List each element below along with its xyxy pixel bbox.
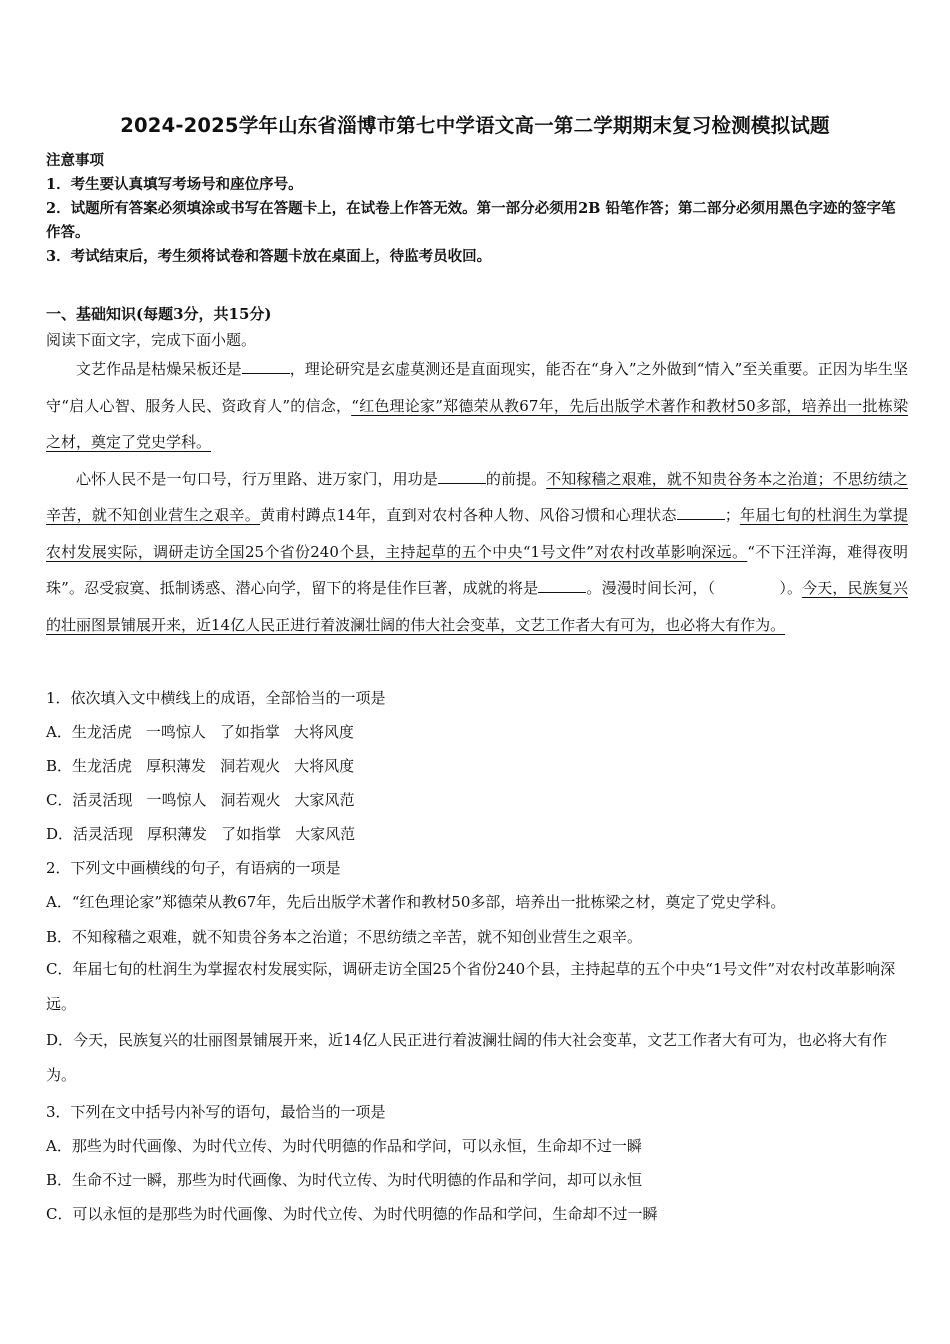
option-word: 厚积薄发: [146, 757, 207, 775]
option-label: A．: [46, 1137, 72, 1155]
notice-item-1: 1．考生要认真填写考场号和座位序号。: [46, 176, 303, 193]
fill-blank: [438, 469, 486, 484]
question-2-option-a: [46, 891, 785, 912]
option-word: 大家风范: [294, 791, 355, 809]
option-text: 生命不过一瞬，那些为时代画像、为时代立传、为时代明德的作品和学问，却可以永恒: [72, 1171, 643, 1189]
option-text: “红色理论家”郑德荣从教67年，先后出版学术著作和教材50多部，培养出一批栋梁之材，奠定了党史学科。: [71, 893, 786, 911]
notice-heading: 注意事项: [46, 152, 104, 169]
reading-passage: [46, 351, 908, 643]
option-label: A．: [46, 893, 72, 911]
option-label: C．: [46, 960, 73, 978]
option-label: C．: [46, 1205, 73, 1223]
section-instruction: 阅读下面文字，完成下面小题。: [46, 331, 257, 349]
question-3-stem: 3．下列在文中括号内补写的语句，最恰当的一项是: [46, 1103, 386, 1121]
notice-item-2: 2．试题所有答案必须填涂或书写在答题卡上，在试卷上作答无效。第一部分必须用2B 铅笔作答；第二部分必须用黑色字迹的签字笔作答。: [46, 200, 896, 241]
option-word: 了如指掌: [219, 723, 280, 741]
option-word: 厚积薄发: [147, 825, 208, 843]
passage-text: ）。: [779, 579, 803, 597]
passage-text: ，理论研究是玄虚莫测还是直面现实，能否在“身入”之外做到“情入”至关重要。正因为毕生坚守“启人心智、服务人民、资政育人”的信念，: [46, 360, 908, 415]
option-label: B．: [46, 1171, 73, 1189]
option-label: B．: [46, 928, 73, 946]
option-word: 生龙活虎: [71, 723, 132, 741]
passage-text: 文艺作品是枯燥呆板还是: [76, 360, 242, 378]
option-label: D．: [46, 1031, 74, 1049]
question-3-option-b: [46, 1169, 642, 1190]
option-word: 大将风度: [293, 723, 354, 741]
option-text: 那些为时代画像、为时代立传、为时代明德的作品和学问，可以永恒，生命却不过一瞬: [71, 1137, 642, 1155]
passage-text: ；: [724, 506, 740, 524]
question-2-stem: 2．下列文中画横线的句子，有语病的一项是: [46, 859, 341, 877]
passage-text: 。漫漫时间长河，（: [586, 579, 716, 597]
question-3-option-a: [46, 1135, 642, 1156]
option-word: 大家风范: [295, 825, 356, 843]
underlined-sentence-d: 今天，民族复兴的壮丽图景铺展开来，近14亿人民正进行着波澜壮阔的伟大社会变革，文艺工作者大有可为，也必将大有作为。: [46, 579, 908, 634]
option-word: 了如指掌: [221, 825, 282, 843]
option-label: D．: [46, 825, 74, 843]
question-1-option-c: [46, 789, 355, 810]
option-label: B．: [46, 757, 73, 775]
passage-text: 黄甫村蹲点14年，直到对农村各种人物、风俗习惯和心理状态: [260, 506, 677, 524]
passage-text: “不下汪洋海，难得夜明珠”。忍受寂寞、抵制诱惑、潜心向学，留下的将是佳作巨著，成就的将是: [46, 542, 908, 597]
option-word: 一鸣惊人: [146, 791, 207, 809]
underlined-sentence-a: “红色理论家”郑德荣从教67年，先后出版学术著作和教材50多部，培养出一批栋梁之材，奠定了党史学科。: [46, 396, 909, 451]
question-2-option-b: [46, 926, 642, 947]
option-text: 可以永恒的是那些为时代画像、为时代立传、为时代明德的作品和学问，生命却不过一瞬: [72, 1205, 658, 1223]
option-word: 活灵活现: [73, 825, 134, 843]
question-1-option-b: [46, 755, 354, 776]
section-header: [46, 301, 908, 353]
question-2-option-d: [46, 1023, 908, 1093]
passage-text: 心怀人民不是一句口号，行万里路、进万家门，用功是: [76, 469, 438, 488]
underlined-sentence-b: 不知稼穑之艰难，就不知贵谷务本之治道；不思纺绩之辛苦，就不知创业营生之艰辛。: [46, 469, 908, 524]
option-text: 今天，民族复兴的壮丽图景铺展开来，近14亿人民正进行着波澜壮阔的伟大社会变革，文艺工作者大有可为，也必将大有作为。: [46, 1031, 888, 1084]
option-word: 生龙活虎: [72, 757, 133, 775]
question-1-option-d: [46, 823, 355, 844]
passage-text: 的前提。: [485, 469, 547, 488]
fill-blank: [242, 359, 290, 374]
underlined-sentence-c: 年届七旬的杜润生为掌提农村发展实际，调研走访全国25个省份240个县，主持起草的五个中央“1号文件”对农村改革影响深远。: [46, 506, 908, 561]
passage-paragraph-2: [46, 461, 908, 644]
question-1-stem: 1．依次填入文中横线上的成语，全部恰当的一项是: [46, 689, 386, 707]
question-2-option-c: [46, 952, 908, 1022]
fill-blank: [538, 578, 586, 593]
page-title: 2024-2025学年山东省淄博市第七中学语文高一第二学期期末复习检测模拟试题: [120, 114, 830, 137]
passage-paragraph-1: [46, 351, 908, 461]
option-word: 洞若观火: [220, 757, 281, 775]
option-label: C．: [46, 791, 73, 809]
option-text: 不知稼穑之艰难，就不知贵谷务本之治道；不思纺绩之辛苦，就不知创业营生之艰辛。: [72, 928, 643, 946]
section-heading: 一、基础知识(每题3分，共15分): [46, 305, 272, 323]
question-1-option-a: [46, 721, 354, 742]
option-label: A．: [46, 723, 72, 741]
option-word: 活灵活现: [72, 791, 133, 809]
fill-blank: [677, 505, 725, 520]
option-word: 一鸣惊人: [145, 723, 206, 741]
option-text: 年届七旬的杜润生为掌握农村发展实际，调研走访全国25个省份240个县，主持起草的五个中央“1号文件”对农村改革影响深远。: [46, 960, 896, 1013]
option-word: 洞若观火: [220, 791, 281, 809]
notice-block: [46, 149, 908, 269]
question-3-option-c: [46, 1203, 658, 1224]
notice-item-3: 3．考试结束后，考生须将试卷和答题卡放在桌面上，待监考员收回。: [46, 248, 492, 265]
option-word: 大将风度: [294, 757, 355, 775]
